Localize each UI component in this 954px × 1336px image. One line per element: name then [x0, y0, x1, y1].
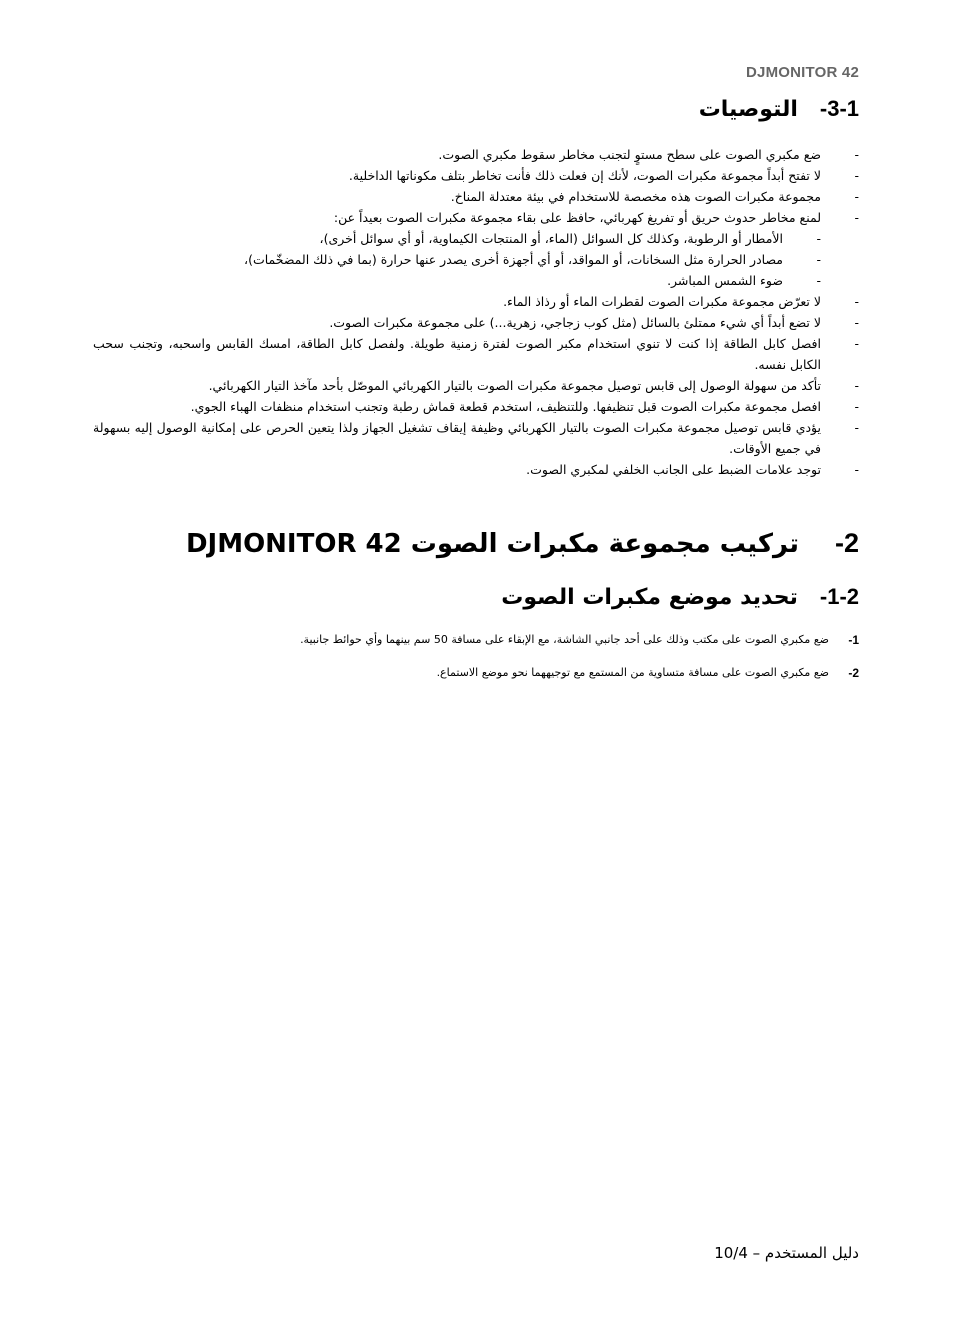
list-item: - تأكد من سهولة الوصول إلى قابس توصيل مجموعة مكبرات الصوت بالتيار الكهربائي الموصّل بأحد مآخذ التيار الكهربائي.	[93, 375, 859, 396]
sub-list-item: - الأمطار أو الرطوبة، وكذلك كل السوائل (الماء، أو المنتجات الكيماوية، أو أي سوائل أخرى)،	[93, 228, 821, 249]
section-number: 2-	[834, 528, 859, 558]
list-item: - لا تعرّض مجموعة مكبرات الصوت لقطرات الماء أو رذاذ الماء.	[93, 291, 859, 312]
step-item	[93, 632, 859, 648]
list-item: - يؤدي قابس توصيل مجموعة مكبرات الصوت بالتيار الكهربائي وظيفة إيقاف تشغيل الجهاز ولذا يتعين الحرص على إمكانية الوصول إليه بسهولة في جميع الأوقات.	[93, 417, 859, 459]
section-3-1-heading	[93, 96, 859, 130]
section-number: 3-1-	[819, 96, 859, 121]
section-2-1-heading	[93, 584, 859, 624]
step-text: ضع مكبري الصوت على مسافة متساوية من المستمع مع توجيههما نحو موضع الاستماع.	[436, 666, 829, 679]
section-title: التوصيات	[698, 97, 798, 122]
section-title: تحديد موضع مكبرات الصوت	[501, 585, 798, 610]
list-item: - لا تفتح أبداً مجموعة مكبرات الصوت، لأنك إن فعلت ذلك فأنت تخاطر بتلف مكوناتها الداخلية.	[93, 165, 859, 186]
header-product: DJMONITOR 42	[746, 64, 859, 81]
page-footer: دليل المستخدم – 10/4	[714, 1244, 859, 1262]
step-item	[93, 665, 859, 681]
recommendations-list	[93, 144, 859, 480]
list-item-with-sublist	[93, 207, 859, 291]
section-2-heading	[93, 528, 859, 572]
section-number: 1-2-	[819, 584, 859, 609]
sub-list-item: - ضوء الشمس المباشر.	[93, 270, 821, 291]
document-body	[93, 96, 859, 698]
step-number: 2-	[848, 666, 859, 680]
sub-list	[93, 228, 821, 291]
section-title: تركيب مجموعة مكبرات الصوت DJMONITOR 42	[185, 529, 799, 559]
list-item: - افصل مجموعة مكبرات الصوت قبل تنظيفها. وللتنظيف، استخدم قطعة قماش رطبة وتجنب استخدام منظفات الهباء الجوي.	[93, 396, 859, 417]
list-item: - لا تضع أبداً أي شيء ممتلئ بالسائل (مثل كوب زجاجي، زهرية...) على مجموعة مكبرات الصوت.	[93, 312, 859, 333]
list-item-text: لمنع مخاطر حدوث حريق أو تفريغ كهربائي، حافظ على بقاء مجموعة مكبرات الصوت بعيداً عن:	[333, 210, 821, 225]
list-item: - مجموعة مكبرات الصوت هذه مخصصة للاستخدام في بيئة معتدلة المناخ.	[93, 186, 859, 207]
step-text: ضع مكبري الصوت على مكتب وذلك على أحد جانبي الشاشة، مع الإبقاء على مسافة 50 سم بينهما وأي حوائط جانبية.	[300, 633, 829, 646]
list-item: - ضع مكبري الصوت على سطح مستوٍ لتجنب مخاطر سقوط مكبري الصوت.	[93, 144, 859, 165]
sub-list-item: - مصادر الحرارة مثل السخانات، أو المواقد، أو أي أجهزة أخرى يصدر عنها حرارة (بما في ذلك المضخّمات)،	[93, 249, 821, 270]
list-item: - توجد علامات الضبط على الجانب الخلفي لمكبري الصوت.	[93, 459, 859, 480]
list-item: - افصل كابل الطاقة إذا كنت لا تنوي استخدام مكبر الصوت لفترة زمنية طويلة. ولفصل كابل الطاقة، امسك القابس واسحبه، وتجنب سحب الكابل نفسه.	[93, 333, 859, 375]
step-number: 1-	[848, 633, 859, 647]
placement-steps	[93, 632, 859, 681]
